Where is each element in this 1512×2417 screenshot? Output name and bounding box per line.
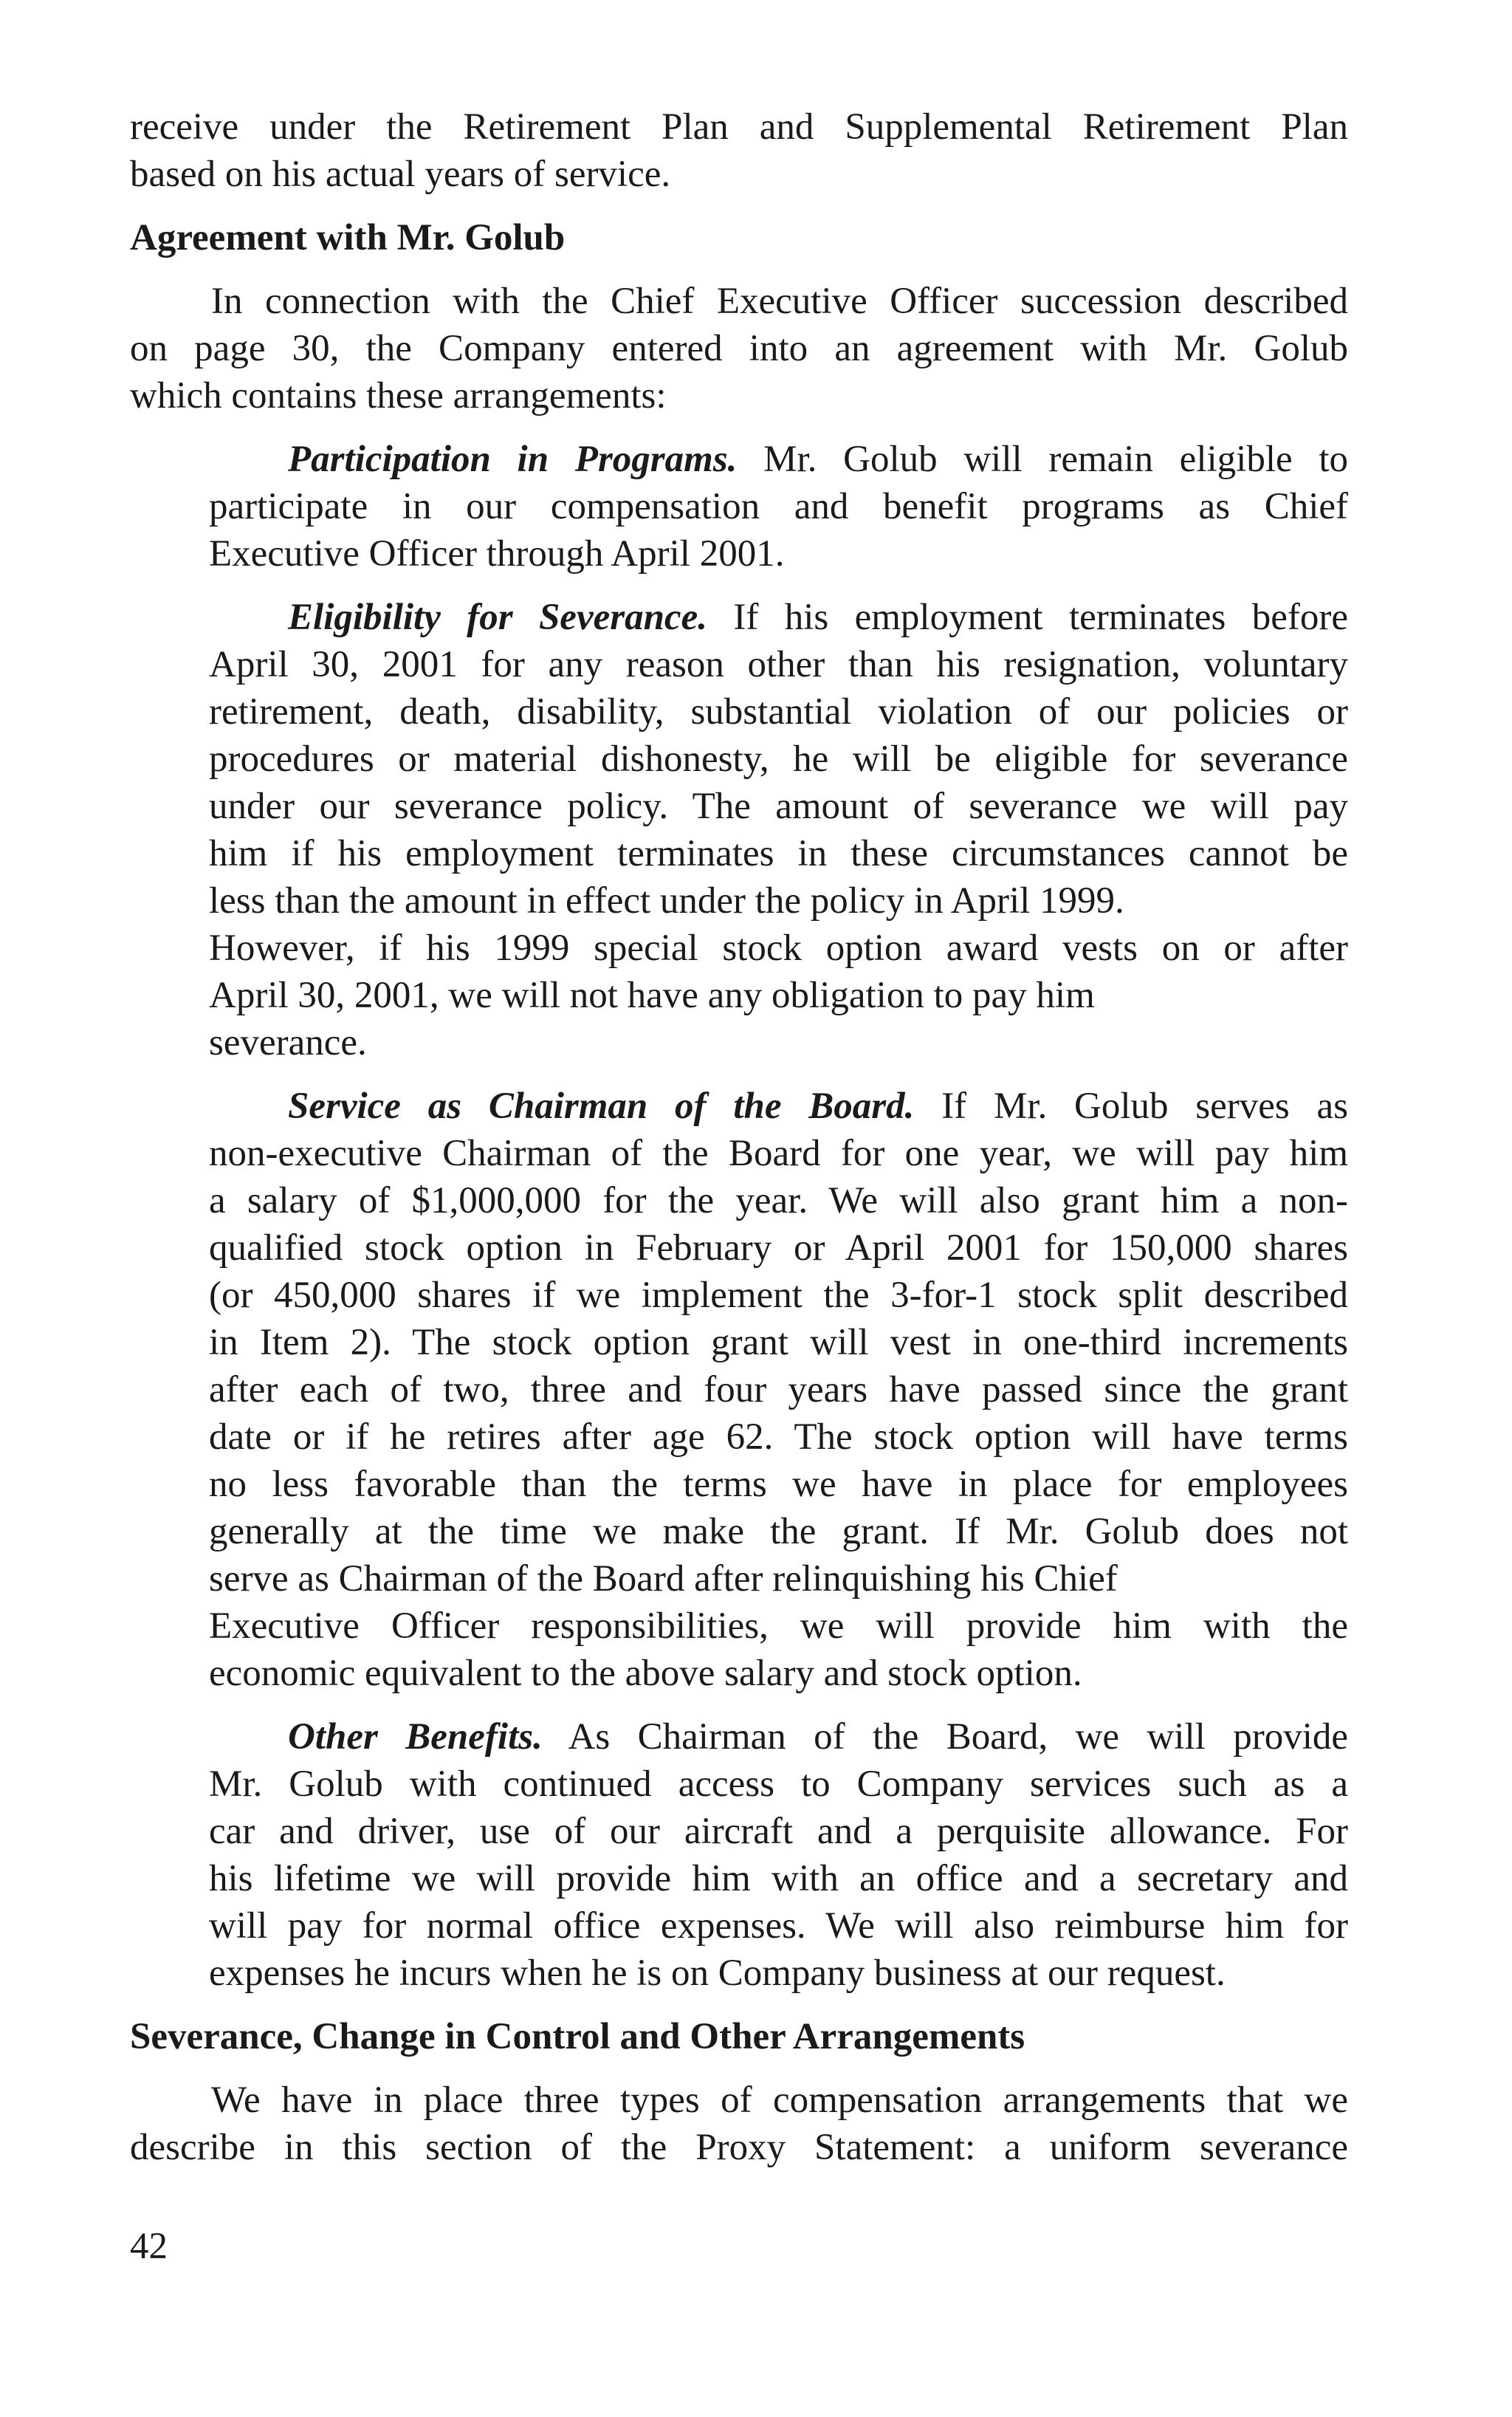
text-line: procedures or material dishonesty, he will be eligible for severance — [209, 738, 1348, 780]
eligibility-severance-paragraph — [209, 594, 1348, 1066]
text-line: his lifetime we will provide him with an office and a secretary and — [209, 1858, 1348, 1899]
text-line: after each of two, three and four years have passed since the grant — [209, 1369, 1348, 1410]
page-number: 42 — [130, 2226, 168, 2267]
text-line: economic equivalent to the above salary and stock option. — [209, 1653, 1082, 1694]
text-run: If his employment terminates before — [733, 597, 1348, 638]
section-heading-severance: Severance, Change in Control and Other Arrangements — [130, 2016, 1025, 2057]
run-in-title: Service as Chairman of the Board. — [288, 1086, 915, 1127]
text-line: In connection with the Chief Executive Officer succession described — [211, 281, 1348, 322]
run-in-title: Eligibility for Severance. — [288, 597, 707, 638]
text-line: expenses he incurs when he is on Company business at our request. — [209, 1953, 1226, 1994]
text-line: on page 30, the Company entered into an agreement with Mr. Golub — [130, 328, 1348, 369]
text-line: less than the amount in effect under the policy in April 1999. — [209, 880, 1124, 922]
text-line: will pay for normal office expenses. We will also reimburse him for — [209, 1905, 1348, 1947]
chairman-service-paragraph — [209, 1083, 1348, 1697]
golub-intro-paragraph — [130, 278, 1348, 419]
text-line: a salary of $1,000,000 for the year. We will also grant him a non- — [209, 1180, 1348, 1221]
text-line: retirement, death, disability, substantial violation of our policies or — [209, 691, 1348, 733]
text-line: no less favorable than the terms we have in place for employees — [209, 1464, 1348, 1505]
text-line: participate in our compensation and benefit programs as Chief — [209, 486, 1348, 527]
section-heading-golub: Agreement with Mr. Golub — [130, 217, 566, 258]
text-line: Executive Officer through April 2001. — [209, 533, 785, 575]
text-line: However, if his 1999 special stock option award vests on or after — [209, 928, 1348, 969]
text-line: serve as Chairman of the Board after relinquishing his Chief — [209, 1558, 1118, 1600]
text-line: April 30, 2001, we will not have any obligation to pay him — [209, 975, 1095, 1016]
text-line: qualified stock option in February or April 2001 for 150,000 shares — [209, 1227, 1348, 1269]
text-line: non-executive Chairman of the Board for one year, we will pay him — [209, 1133, 1348, 1174]
text-line: based on his actual years of service. — [130, 154, 671, 195]
text-line — [209, 594, 1348, 641]
text-line: which contains these arrangements: — [130, 375, 667, 416]
text-line — [209, 1083, 1348, 1130]
text-line: in Item 2). The stock option grant will vest in one-third increments — [209, 1322, 1348, 1363]
text-line: We have in place three types of compensation arrangements that we — [211, 2080, 1348, 2121]
text-line: Mr. Golub with continued access to Company services such as a — [209, 1763, 1348, 1805]
text-line: him if his employment terminates in these circumstances cannot be — [209, 833, 1348, 874]
text-line: describe in this section of the Proxy Statement: a uniform severance — [130, 2127, 1348, 2168]
text-line: receive under the Retirement Plan and Supplemental Retirement Plan — [130, 106, 1348, 148]
text-line: Executive Officer responsibilities, we will provide him with the — [209, 1605, 1348, 1647]
text-run: If Mr. Golub serves as — [941, 1086, 1349, 1127]
text-run: Mr. Golub will remain eligible to — [763, 439, 1349, 480]
text-line: April 30, 2001 for any reason other than his resignation, voluntary — [209, 644, 1348, 685]
text-line — [209, 1713, 1348, 1761]
text-line: under our severance policy. The amount of severance we will pay — [209, 786, 1348, 827]
document-page — [130, 103, 1348, 2171]
text-line — [209, 436, 1348, 483]
text-run: As Chairman of the Board, we will provide — [568, 1716, 1349, 1758]
other-benefits-paragraph — [209, 1713, 1348, 1997]
severance-intro-paragraph — [130, 2077, 1348, 2171]
text-line: date or if he retires after age 62. The stock option will have terms — [209, 1416, 1348, 1458]
text-line: severance. — [209, 1022, 367, 1063]
participation-paragraph — [209, 436, 1348, 577]
text-line: car and driver, use of our aircraft and a perquisite allowance. For — [209, 1811, 1348, 1852]
text-line: (or 450,000 shares if we implement the 3-for-1 stock split described — [209, 1275, 1348, 1316]
run-in-title: Other Benefits. — [288, 1716, 543, 1758]
continuation-paragraph — [130, 103, 1348, 198]
text-line: generally at the time we make the grant. If Mr. Golub does not — [209, 1511, 1348, 1552]
run-in-title: Participation in Programs. — [288, 439, 738, 480]
